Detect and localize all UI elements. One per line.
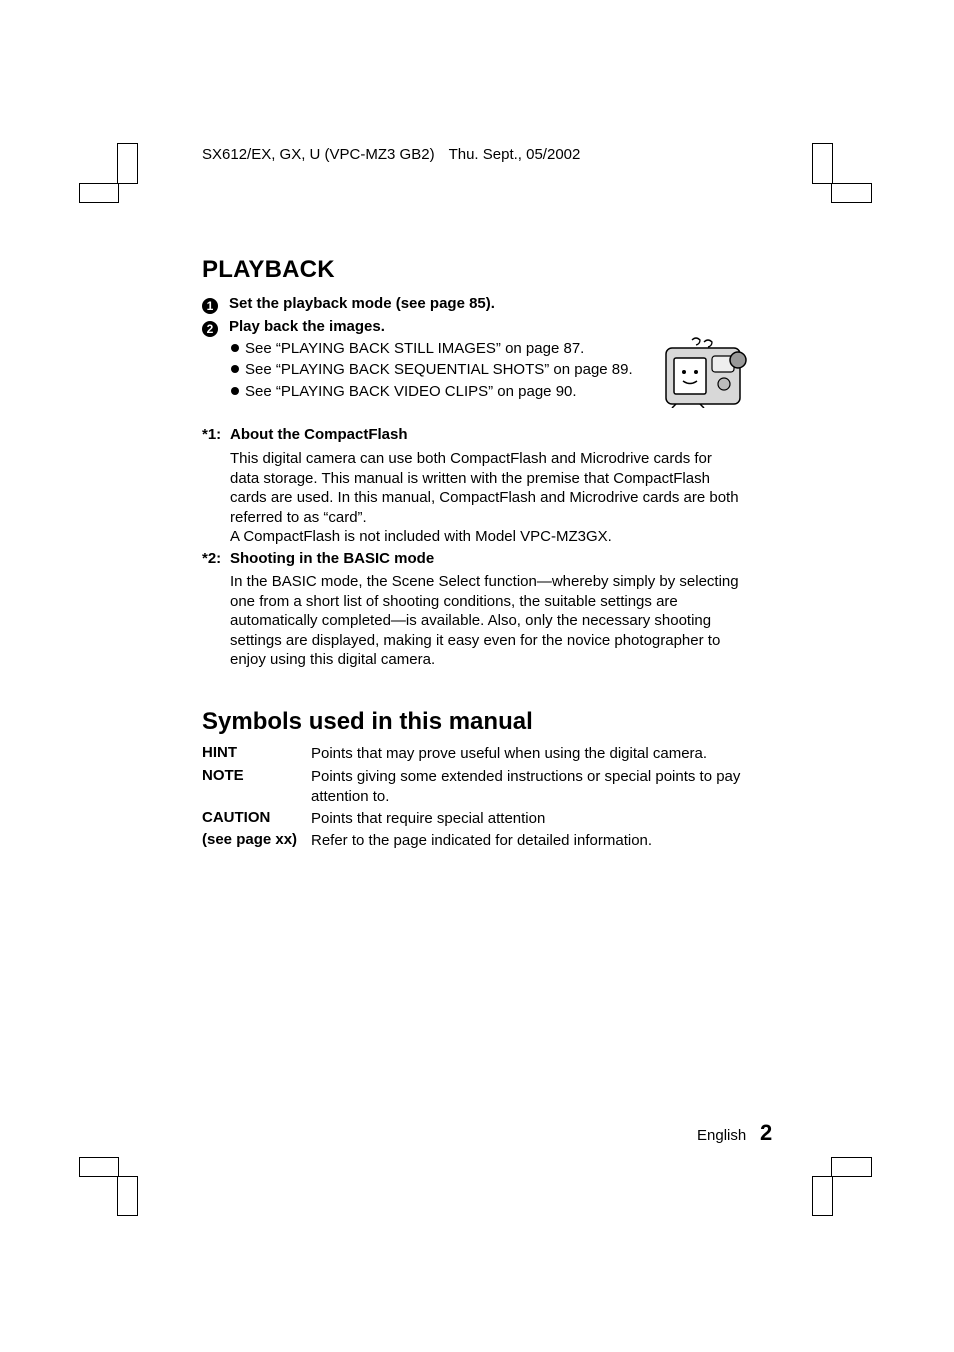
playback-step-1 [202, 295, 495, 314]
bullet-dot-icon [231, 387, 239, 395]
bullet-text: See “PLAYING BACK STILL IMAGES” on page 87. [245, 340, 585, 357]
crop-mark-top-right-h [831, 183, 872, 203]
bullet-dot-icon [231, 365, 239, 373]
playback-step-2 [202, 318, 385, 337]
symbol-desc-caution: Points that require special attention [311, 810, 546, 827]
playback-bullet-still [231, 340, 584, 357]
playback-bullet-sequential [231, 361, 633, 378]
step-number-badge: 1 [202, 298, 218, 314]
note-mark: *1: [202, 426, 222, 443]
crop-mark-bottom-right-h [831, 1157, 872, 1177]
symbol-term-caution: CAUTION [202, 809, 271, 826]
camera-mascot-icon [662, 336, 748, 408]
bullet-dot-icon [231, 344, 239, 352]
note-2-heading [202, 550, 434, 567]
note-1-paragraph-2: A CompactFlash is not included with Model VPC-MZ3GX. [230, 528, 612, 545]
footer-language: English [697, 1127, 747, 1144]
page-number: 2 [760, 1120, 773, 1145]
header-date: Thu. Sept., 05/2002 [448, 146, 581, 163]
crop-mark-top-right-v [812, 143, 833, 184]
symbol-term-note: NOTE [202, 767, 244, 784]
symbol-term-hint: HINT [202, 744, 237, 761]
note-title: Shooting in the BASIC mode [230, 550, 435, 567]
crop-mark-top-left-v [117, 143, 138, 184]
note-1-paragraph-1: This digital camera can use both CompactFlash and Microdrive cards for data storage. This manual is written with the premise that CompactFlash cards are used. In this manual, CompactFlash and Microdrive cards are both referred to as “card”. [230, 450, 739, 526]
bullet-text: See “PLAYING BACK VIDEO CLIPS” on page 90. [245, 383, 577, 400]
symbol-term-see-page: (see page xx) [202, 831, 298, 848]
note-2-paragraph-1: In the BASIC mode, the Scene Select function—whereby simply by selecting one from a short list of shooting conditions, the suitable settings are automatically completed—is available. Also, only the necessary shooting settings are displayed, making it easy even for the novice photographer to enjoy using this digital camera. [230, 573, 739, 668]
crop-mark-bottom-left-v [117, 1176, 138, 1216]
crop-mark-bottom-left-h [79, 1157, 119, 1177]
playback-bullet-video [231, 383, 577, 400]
symbol-desc-hint: Points that may prove useful when using the digital camera. [311, 745, 708, 762]
note-title: About the CompactFlash [230, 426, 408, 443]
step-number-badge: 2 [202, 321, 218, 337]
note-1-heading [202, 426, 408, 443]
note-mark: *2: [202, 550, 222, 567]
symbol-desc-note: Points giving some extended instructions or special points to pay attention to. [311, 768, 741, 805]
document-header [202, 146, 580, 163]
symbol-desc-see-page: Refer to the page indicated for detailed information. [311, 832, 653, 849]
header-model: SX612/EX, GX, U (VPC-MZ3 GB2) [202, 146, 435, 163]
crop-mark-top-left-h [79, 183, 119, 203]
step-text: Set the playback mode (see page 85). [229, 295, 495, 312]
bullet-text: See “PLAYING BACK SEQUENTIAL SHOTS” on page 89. [245, 361, 633, 378]
step-text: Play back the images. [229, 318, 385, 335]
playback-title: PLAYBACK [202, 256, 335, 283]
symbols-title: Symbols used in this manual [202, 708, 533, 735]
crop-mark-bottom-right-v [812, 1176, 833, 1216]
